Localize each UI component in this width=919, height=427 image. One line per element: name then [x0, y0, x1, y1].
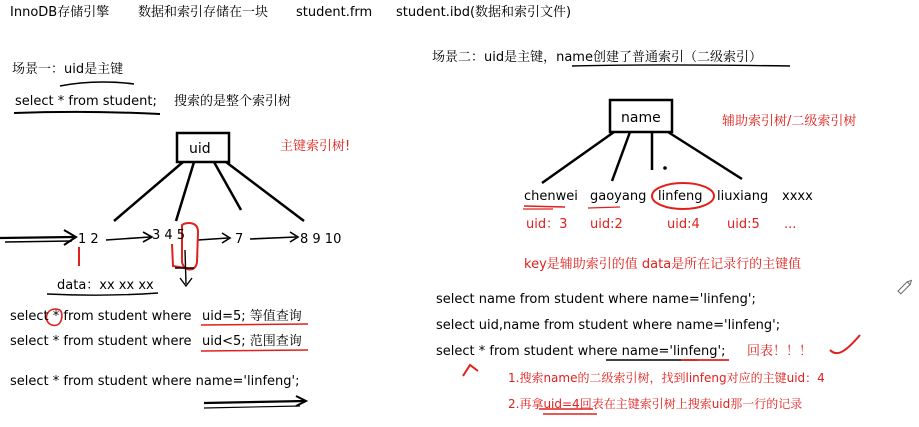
- query-name: select * from student where name='linfeng';: [10, 374, 300, 389]
- query-eq-cond: uid=5; 等值查询: [202, 309, 302, 324]
- leaf-uid: uid:5: [727, 217, 760, 232]
- step-1: 1.搜索name的二级索引树，找到linfeng对应的主键uid：4: [508, 371, 825, 385]
- query-all: select * from student where name='linfeng';: [436, 344, 726, 359]
- scene1-underline: [60, 82, 134, 86]
- branch-2: [176, 162, 194, 221]
- branch-r2: [612, 132, 630, 181]
- leaf-link-2: [198, 238, 228, 240]
- branch-r1: [542, 132, 614, 183]
- query-full: select * from student;: [15, 94, 157, 109]
- storage-note: 数据和索引存储在一块: [138, 5, 269, 20]
- leaf-node: 8 9 10: [300, 232, 342, 247]
- leaf-node: 7: [235, 232, 244, 247]
- query-range-cond: uid<5; 范围查询: [202, 334, 302, 349]
- leaf-name: xxxx: [782, 189, 813, 204]
- leaf-node: 1 2: [78, 232, 99, 247]
- leaf-uid: uid:2: [590, 217, 623, 232]
- name-root-label: name: [621, 110, 661, 126]
- branch-1: [114, 162, 183, 221]
- query-underline: [14, 112, 160, 114]
- ibd-file: student.ibd(数据和索引文件): [396, 5, 572, 20]
- secondary-tree-label: 辅助索引树/二级索引树: [722, 114, 857, 129]
- leaf-link-3: [250, 237, 296, 239]
- primary-tree-label: 主键索引树!: [280, 139, 351, 154]
- leaf-name: liuxiang: [717, 189, 769, 204]
- query-eq-prefix: select * from student where: [10, 309, 192, 324]
- step-2: 2.再拿uid=4回表在主键索引树上搜索uid那一行的记录: [508, 397, 803, 411]
- leaf-name: gaoyang: [590, 189, 647, 204]
- leaf-node: 3 4 5: [152, 228, 186, 243]
- query-uid-name: select uid,name from student where name='linfeng';: [436, 318, 781, 333]
- data-label: data：xx xx xx: [57, 278, 154, 293]
- pencil-icon: [898, 279, 913, 294]
- leaf-name: chenwei: [524, 189, 578, 204]
- key-note: key是辅助索引的值 data是所在记录行的主键值: [524, 257, 802, 272]
- engine-label: InnoDB存储引擎: [10, 5, 110, 20]
- back-table-label: 回表！！！: [747, 344, 813, 359]
- uid-root-label: uid: [189, 141, 211, 157]
- branch-r4: [668, 132, 742, 179]
- name-query-arrow: [204, 401, 305, 403]
- frm-file: student.frm: [296, 5, 373, 20]
- entry-arrow: [0, 237, 74, 238]
- branch-3: [214, 162, 241, 210]
- leaf-link-1: [106, 237, 150, 240]
- leaf-name: linfeng: [658, 189, 703, 204]
- scene1-title: 场景一：uid是主键: [12, 62, 124, 77]
- branch-4: [226, 162, 304, 221]
- query-name-only: select name from student where name='linfeng';: [436, 292, 756, 307]
- scene2-title: 场景二：uid是主键，name创建了普通索引（二级索引）: [432, 50, 762, 65]
- leaf-uid: uid：3: [526, 217, 568, 232]
- leaf-uid: ...: [784, 217, 797, 232]
- query-range-prefix: select * from student where: [10, 334, 192, 349]
- leaf-uid: uid:4: [667, 217, 700, 232]
- query-full-note: 搜索的是整个索引树: [174, 94, 292, 109]
